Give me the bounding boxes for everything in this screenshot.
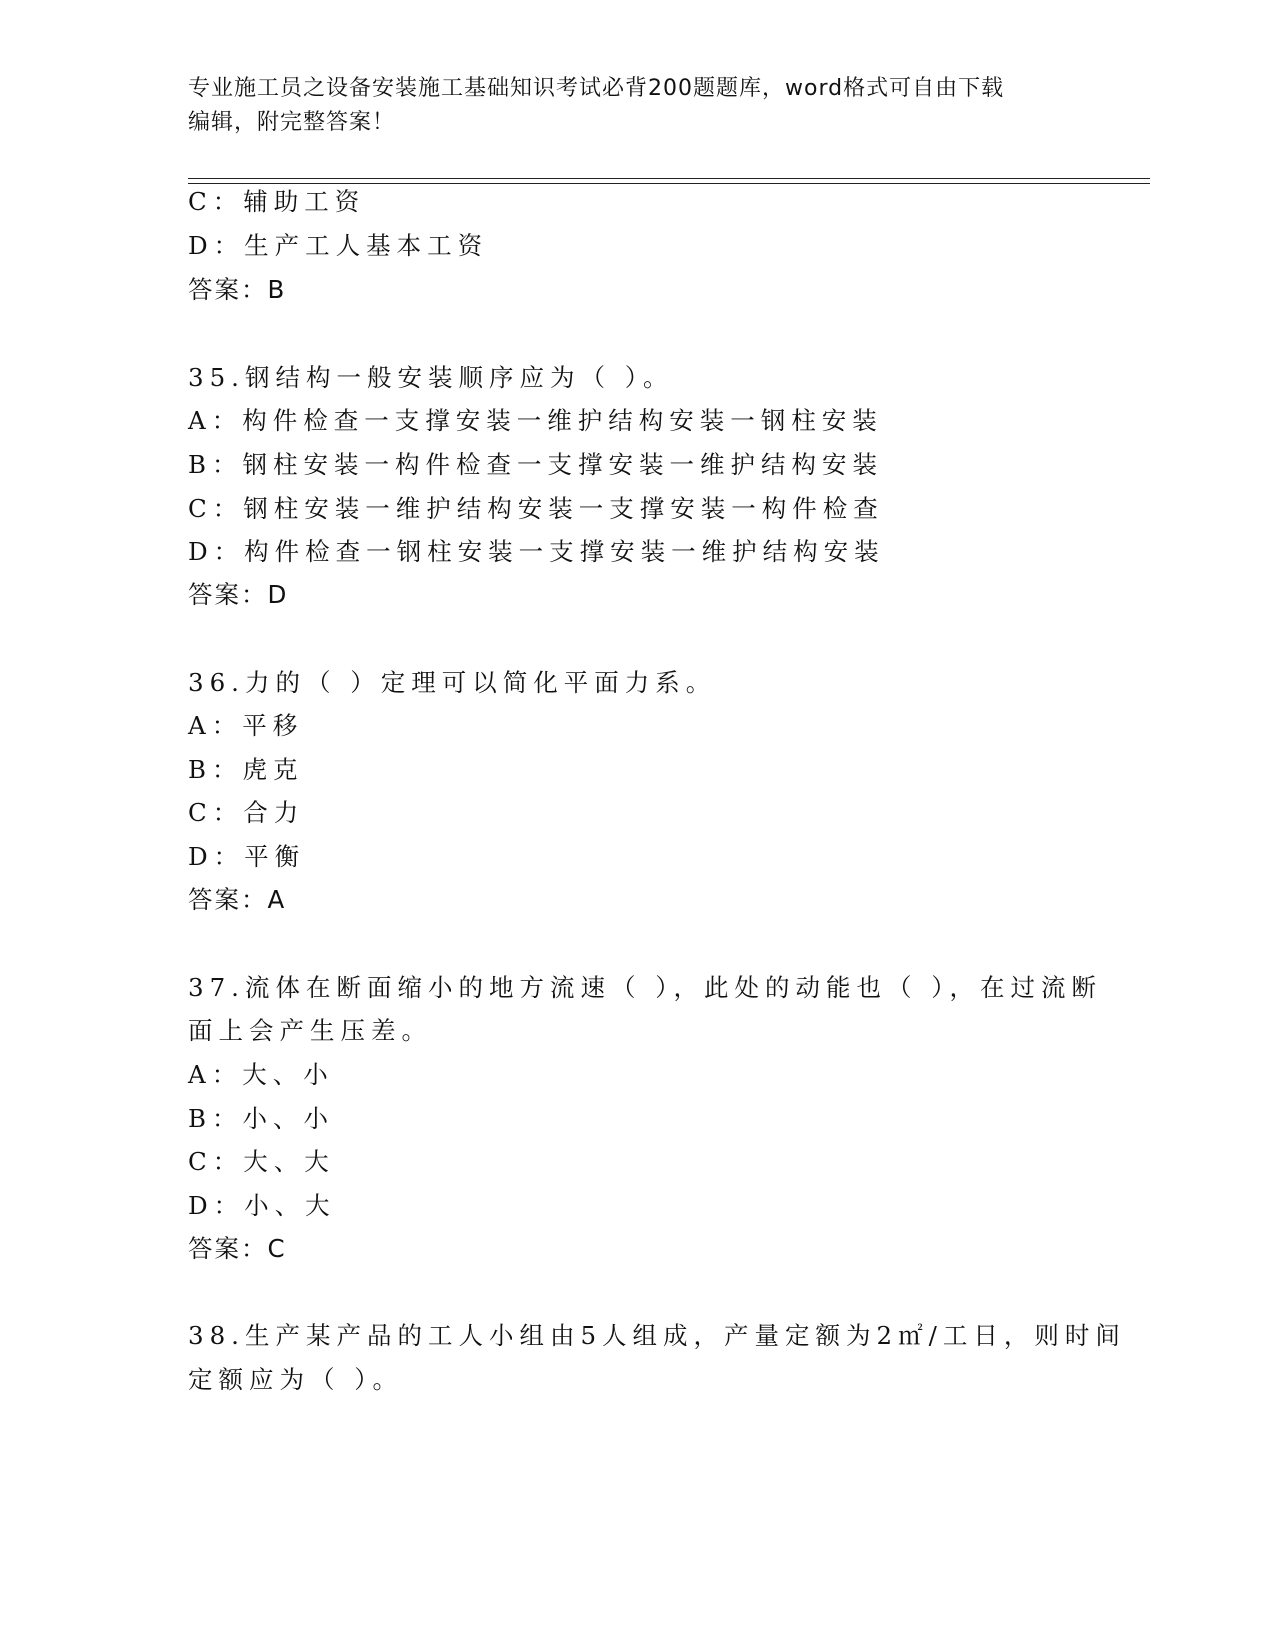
header-title-line-2: 编辑，附完整答案！: [188, 110, 396, 135]
header-divider-top: [188, 178, 1150, 179]
q37-option-c: C：大、大: [188, 1147, 335, 1176]
header-divider-bottom: [188, 183, 1150, 184]
header-title-line-1: 专业施工员之设备安装施工基础知识考试必背200题题库，word格式可自由下载: [188, 76, 1005, 101]
q34-option-c: C：辅助工资: [188, 187, 366, 216]
q35-answer: 答案：D: [188, 580, 289, 609]
q34-answer: 答案：B: [188, 275, 287, 304]
q35-stem: 35.钢结构一般安装顺序应为（ ）。: [188, 363, 674, 392]
q36-answer: 答案：A: [188, 885, 287, 914]
q37-answer: 答案：C: [188, 1234, 287, 1263]
q36-option-a: A：平移: [188, 711, 304, 740]
q35-option-c: C：钢柱安装一维护结构安装一支撑安装一构件检查: [188, 494, 884, 523]
q35-option-d: D：构件检查一钢柱安装一支撑安装一维护结构安装: [188, 537, 885, 566]
q37-stem-line-1: 37.流体在断面缩小的地方流速（ ），此处的动能也（ ），在过流断: [188, 973, 1103, 1002]
q38-stem-line-2: 定额应为（ ）。: [188, 1365, 404, 1394]
q36-option-d: D：平衡: [188, 842, 306, 871]
q36-option-c: C：合力: [188, 798, 305, 827]
q36-stem: 36.力的（ ）定理可以简化平面力系。: [188, 668, 717, 697]
document-header: [188, 72, 1068, 140]
q37-option-b: B：小、小: [188, 1104, 335, 1133]
q35-option-a: A：构件检查一支撑安装一维护结构安装一钢柱安装: [188, 406, 883, 435]
q34-option-d: D：生产工人基本工资: [188, 231, 489, 260]
q37-stem-line-2: 面上会产生压差。: [188, 1016, 432, 1045]
q36-option-b: B：虎克: [188, 755, 304, 784]
q35-option-b: B：钢柱安装一构件检查一支撑安装一维护结构安装: [188, 450, 884, 479]
q38-stem-line-1: 38.生产某产品的工人小组由5人组成，产量定额为2㎡/工日，则时间: [188, 1321, 1126, 1350]
q37-option-d: D：小、大: [188, 1191, 336, 1220]
q37-option-a: A：大、小: [188, 1060, 334, 1089]
